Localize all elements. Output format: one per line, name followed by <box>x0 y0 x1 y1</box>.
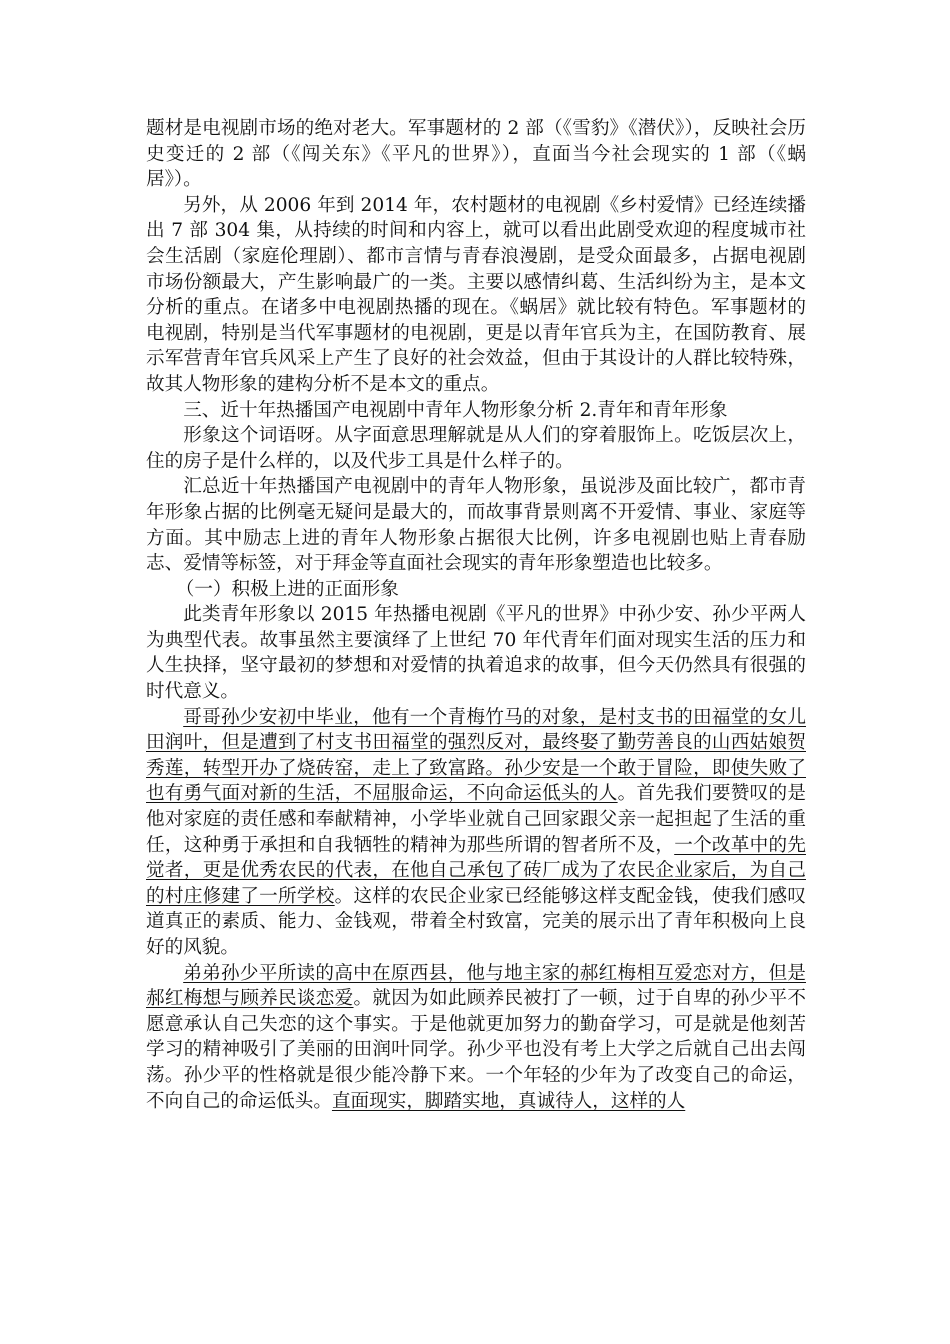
paragraph-7 <box>146 961 806 1115</box>
text-segment: 另外，从 2006 年到 2014 年，农村题材的电视剧《乡村爱情》已经连续播出 7 部 304 集，从持续的时间和内容上，就可以看出此剧受欢迎的程度城市社会生活剧（家庭伦理剧）、都市言情与青春浪漫剧，是受众面最多，占据电视剧市场份额最大，产生影响最广的一类。主要以感情纠葛、生活纠纷为主，是本文分析的重点。在诸多中电视剧热播的现在。《蜗居》就比较有特色。军事题材的电视剧，特别是当代军事题材的电视剧，更是以青年官兵为主，在国防教育、展示军营青年官兵风采上产生了良好的社会效益，但由于其设计的人群比较特殊，故其人物形象的建构分析不是本文的重点。 <box>146 194 806 395</box>
text-segment: 。就因为如此顾养民被打了一顿，过于自卑的孙少平不愿意承认自己失恋的这个事实。于是他就更加努力的勤奋学习，可是就是他刻苦学习的精神吸引了美丽的田润叶同学。孙少平也没有考上大学之后就自己出去闯荡。孙少平的性格就是很少能冷静下来。一个年轻的少年为了改变自己的命运，不向自己的命运低头。 <box>146 988 806 1112</box>
paragraph-2 <box>146 193 806 398</box>
text-segment: 三、近十年热播国产电视剧中青年人物形象分析 2.青年和青年形象 <box>183 399 728 421</box>
paragraph-1 <box>146 116 806 193</box>
document-page <box>146 116 806 1114</box>
subsection-heading <box>146 577 806 603</box>
text-segment: 汇总近十年热播国产电视剧中的青年人物形象，虽说涉及面比较广，都市青年形象占据的比例毫无疑问是最大的，而故事背景则离不开爱情、事业、家庭等方面。其中励志上进的青年人物形象占据很大比例，许多电视剧也贴上青春励志、爱情等标签，对于拜金等直面社会现实的青年形象塑造也比较多。 <box>146 476 806 575</box>
text-segment: 。这样的农民企业家已经能够这样支配金钱，使我们感叹道真正的素质、能力、金钱观，带着全村致富，完美的展示出了青年积极向上良好的风貌。 <box>146 885 806 958</box>
text-segment: （一）积极上进的正面形象 <box>175 578 399 600</box>
underlined-segment: 哥哥孙少安初中毕业，他有一个青梅竹马的对象，是村支书的田福堂的女儿田润叶，但是遭到了村支书田福堂的强烈反对，最终娶了勤劳善良的山西姑娘贺秀莲，转型开办了烧砖窑，走上了致富路。孙少安是一个敢于冒险，即使失败了也有勇气面对新的生活，不屈服命运，不向命运低头的人 <box>146 706 806 805</box>
underlined-segment: 直面现实，脚踏实地，真诚待人，这样的人 <box>331 1090 686 1112</box>
text-segment: 题材是电视剧市场的绝对老大。军事题材的 2 部（《雪豹》《潜伏》），反映社会历史变迁的 2 部（《闯关东》《平凡的世界》），直面当今社会现实的 1 部（《蜗居》）。 <box>146 118 806 191</box>
paragraph-5 <box>146 602 806 704</box>
text-segment: 此类青年形象以 2015 年热播电视剧《平凡的世界》中孙少安、孙少平两人为典型代表。故事虽然主要演绎了上世纪 70 年代青年们面对现实生活的压力和人生抉择，坚守最初的梦想和对爱情的执着追求的故事，但今天仍然具有很强的时代意义。 <box>146 604 806 703</box>
underlined-segment: 弟弟孙少平所读的高中在原西县，他与地主家的郝红梅相互爱恋对方，但是郝红梅想与顾养民谈恋爱 <box>146 962 806 1010</box>
underlined-segment: 一个改革中的先觉者，更是优秀农民的代表，在他自己承包了砖厂成为了农民企业家后，为自己的村庄修建了一所学校 <box>146 834 806 907</box>
paragraph-4 <box>146 474 806 576</box>
paragraph-3 <box>146 423 806 474</box>
text-segment: 形象这个词语呀。从字面意思理解就是从人们的穿着服饰上。吃饭层次上，住的房子是什么样的，以及代步工具是什么样子的。 <box>146 425 806 472</box>
section-heading <box>146 398 806 424</box>
paragraph-6 <box>146 705 806 961</box>
text-segment: 。首先我们要赞叹的是他对家庭的责任感和奉献精神，小学毕业就自己回家跟父亲一起担起了生活的重任，这种勇于承担和自我牺牲的精神为那些所谓的智者所不及， <box>146 783 806 856</box>
